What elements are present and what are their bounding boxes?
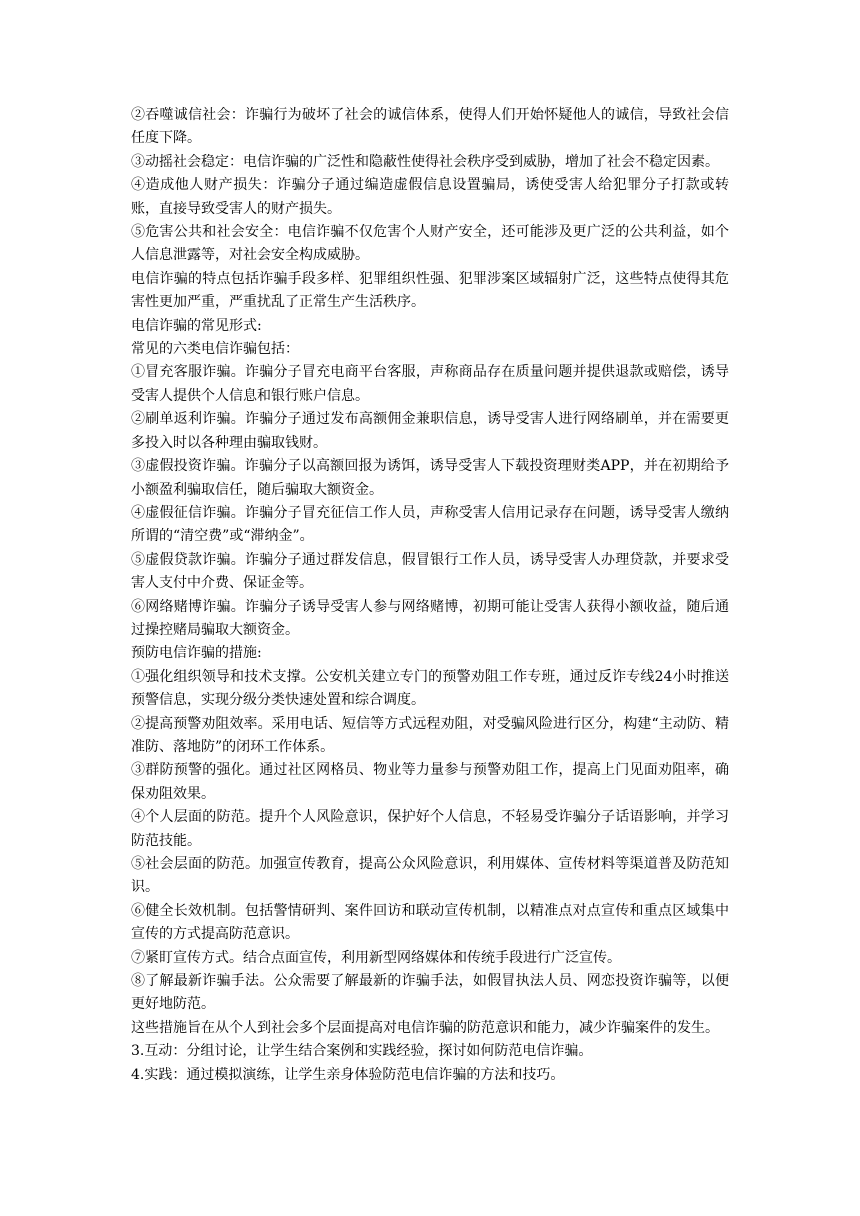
section-heading: 预防电信诈骗的措施: bbox=[131, 645, 262, 662]
list-item: ⑥健全长效机制。包括警情研判、案件回访和联动宣传机制，以精准点对点宣传和重点区域集中宣传的方式提高防范意识。 bbox=[131, 902, 729, 943]
paragraph: ②吞噬诚信社会：诈骗行为破坏了社会的诚信体系，使得人们开始怀疑他人的诚信，导致社会信任度下降。 bbox=[131, 107, 729, 147]
paragraph: ⑤危害公共和社会安全：电信诈骗不仅危害个人财产安全，还可能涉及更广泛的公共利益，如个人信息泄露等，对社会安全构成威胁。 bbox=[131, 224, 729, 264]
list-item: ③群防预警的强化。通过社区网格员、物业等力量参与预警劝阻工作，提高上门见面劝阻率，确保劝阻效果。 bbox=[131, 762, 729, 802]
list-item: ②提高预警劝阻效率。采用电话、短信等方式远程劝阻，对受骗风险进行区分，构建“主动防、精准防、落地防”的闭环工作体系。 bbox=[131, 715, 729, 755]
list-item: ⑦紧盯宣传方式。结合点面宣传，利用新型网络媒体和传统手段进行广泛宣传。 bbox=[131, 949, 621, 966]
list-item: ③虚假投资诈骗。诈骗分子以高额回报为诱饵，诱导受害人下载投资理财类APP，并在初期给予小额盈利骗取信任，随后骗取大额资金。 bbox=[131, 458, 729, 498]
paragraph: ④造成他人财产损失：诈骗分子通过编造虚假信息设置骗局，诱使受害人给犯罪分子打款或转账，直接导致受害人的财产损失。 bbox=[131, 177, 729, 217]
paragraph: ③动摇社会稳定：电信诈骗的广泛性和隐蔽性使得社会秩序受到威胁，增加了社会不稳定因素。 bbox=[131, 153, 719, 170]
document-body bbox=[131, 104, 729, 1087]
list-item: ②刷单返利诈骗。诈骗分子通过发布高额佣金兼职信息，诱导受害人进行网络刷单，并在需要更多投入时以各种理由骗取钱财。 bbox=[131, 411, 729, 451]
paragraph: 这些措施旨在从个人到社会多个层面提高对电信诈骗的防范意识和能力，减少诈骗案件的发生。 bbox=[131, 1019, 719, 1036]
list-item: ⑤社会层面的防范。加强宣传教育，提高公众风险意识，利用媒体、宣传材料等渠道普及防范知识。 bbox=[131, 856, 729, 896]
list-item: ⑤虚假贷款诈骗。诈骗分子通过群发信息，假冒银行工作人员，诱导受害人办理贷款，并要求受害人支付中介费、保证金等。 bbox=[131, 551, 729, 592]
section-heading: 电信诈骗的常见形式: bbox=[131, 317, 262, 334]
paragraph: 3.互动：分组讨论，让学生结合案例和实践经验，探讨如何防范电信诈骗。 bbox=[131, 1043, 593, 1060]
list-item: ①强化组织领导和技术支撑。公安机关建立专门的预警劝阻工作专班，通过反诈专线24小时推送预警信息，实现分级分类快速处置和综合调度。 bbox=[131, 668, 729, 709]
list-item: ④虚假征信诈骗。诈骗分子冒充征信工作人员，声称受害人信用记录存在问题，诱导受害人缴纳所谓的“清空费”或“滞纳金”。 bbox=[131, 504, 729, 545]
paragraph: 常见的六类电信诈骗包括： bbox=[131, 341, 299, 358]
list-item: ①冒充客服诈骗。诈骗分子冒充电商平台客服，声称商品存在质量问题并提供退款或赔偿，诱导受害人提供个人信息和银行账户信息。 bbox=[131, 364, 729, 404]
list-item: ⑧了解最新诈骗手法。公众需要了解最新的诈骗手法，如假冒执法人员、网恋投资诈骗等，以便更好地防范。 bbox=[131, 973, 729, 1013]
paragraph: 电信诈骗的特点包括诈骗手段多样、犯罪组织性强、犯罪涉案区域辐射广泛，这些特点使得其危害性更加严重，严重扰乱了正常生产生活秩序。 bbox=[131, 270, 729, 311]
paragraph: 4.实践：通过模拟演练，让学生亲身体验防范电信诈骗的方法和技巧。 bbox=[131, 1066, 565, 1083]
list-item: ④个人层面的防范。提升个人风险意识，保护好个人信息，不轻易受诈骗分子话语影响，并学习防范技能。 bbox=[131, 809, 729, 849]
list-item: ⑥网络赌博诈骗。诈骗分子诱导受害人参与网络赌博，初期可能让受害人获得小额收益，随后通过操控赌局骗取大额资金。 bbox=[131, 598, 729, 638]
